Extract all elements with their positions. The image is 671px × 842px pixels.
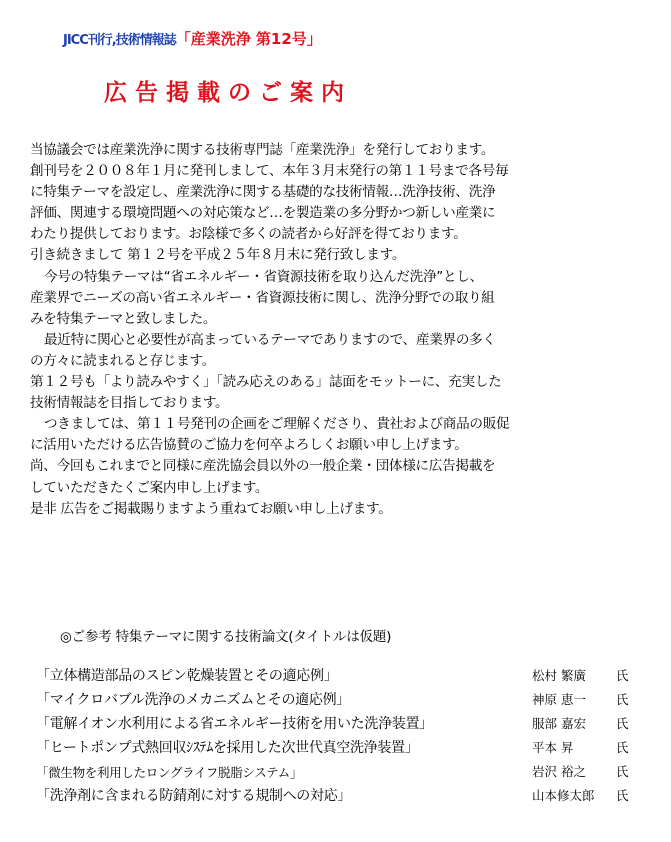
paper-item: [36, 689, 661, 713]
body-line: 技術情報誌を目指しております。: [30, 395, 229, 412]
paper-item: [36, 665, 661, 689]
body-line: 第１２号も「より読みやすく」「読み応えのある」誌面をモットーに、充実した: [30, 374, 502, 391]
paper-title: 「マイクロバブル洗浄のメカニズムとその適応例」: [36, 692, 350, 708]
body-line: 産業界でニーズの高い省エネルギー・省資源技術に関し、洗浄分野での取り組: [30, 289, 495, 306]
paper-author: 平本 昇: [532, 740, 574, 755]
paper-item: [36, 761, 661, 785]
paper-title: 「ヒートポンプ式熱回収ｼｽﾃﾑを採用した次世代真空洗浄装置」: [36, 740, 419, 756]
paper-author: 松村 繁廣: [532, 668, 586, 683]
body-line: の方々に読まれると存じます。: [30, 352, 216, 369]
body-line: 評価、関連する環境問題への対応策など…を製造業の多分野かつ新しい産業に: [30, 205, 496, 222]
author-honorific: 氏: [616, 716, 629, 731]
body-line: 尚、今回もこれまでと同様に産洗協会員以外の一般企業・団体様に広告掲載を: [30, 458, 496, 475]
paper-list: [36, 665, 661, 809]
paper-title: 「電解イオン水利用による省エネルギー技術を用いた洗浄装置」: [36, 716, 433, 732]
magazine-title: 「産業洗浄 第12号」: [175, 30, 322, 48]
reference-heading: ◎ご参考 特集テーマに関する技術論文(タイトルは仮題): [60, 629, 392, 645]
paper-author: 岩沢 裕之: [532, 764, 586, 779]
paper-title: 「洗浄剤に含まれる防錆剤に対する規制への対応」: [36, 788, 352, 804]
author-honorific: 氏: [616, 764, 629, 779]
paper-item: [36, 737, 661, 761]
body-line: 最近特に関心と必要性が高まっているテーマでありますので、産業界の多く: [44, 331, 496, 348]
paper-author: 服部 嘉宏: [532, 716, 586, 731]
body-text: [30, 140, 660, 520]
document-header: [63, 28, 322, 49]
author-honorific: 氏: [616, 692, 629, 707]
page-title: 広告掲載のご案内: [104, 80, 352, 106]
paper-title: 「立体構造部品のスピン乾燥装置とその適応例」: [36, 668, 338, 684]
body-line: 引き続きまして 第１２号を平成２５年８月末に発行致します。: [30, 247, 406, 264]
author-honorific: 氏: [616, 740, 629, 755]
author-honorific: 氏: [616, 668, 629, 683]
body-line: わたり提供しております。お陰様で多くの読者から好評を得ております。: [30, 226, 467, 243]
body-line: 今号の特集テーマは“省エネルギー・省資源技術を取り込んだ洗浄”とし、: [44, 268, 483, 285]
paper-item: [36, 713, 661, 737]
paper-author: 神原 恵一: [532, 692, 586, 707]
paper-item: [36, 785, 661, 809]
body-line: つきましては、第１１号発刊の企画をご理解くださり、貴社および商品の販促: [44, 416, 510, 433]
body-line: 創刊号を２００８年１月に発刊しまして、本年３月末発行の第１１号まで各号毎: [30, 163, 509, 180]
body-line: に活用いただける広告協賛のご協力を何卒よろしくお願い申し上げます。: [30, 437, 468, 454]
body-line: 当協議会では産業洗浄に関する技術専門誌「産業洗浄」を発行しております。: [30, 142, 495, 158]
body-line: みを特集テーマと致しました。: [30, 310, 217, 327]
body-line: していただきたくご案内申し上げます。: [30, 479, 269, 496]
body-line: に特集テーマを設定し、産業洗浄に関する基礎的な技術情報…洗浄技術、洗浄: [30, 184, 496, 201]
body-line: 是非 広告をご掲載賜りますよう重ねてお願い申し上げます。: [30, 500, 392, 517]
publisher-label: JICC刊行,技術情報誌: [63, 33, 176, 48]
paper-title: 「微生物を利用したロングライフ脱脂システム」: [36, 765, 303, 780]
author-honorific: 氏: [616, 788, 629, 803]
paper-author: 山本修太郎: [532, 788, 595, 803]
